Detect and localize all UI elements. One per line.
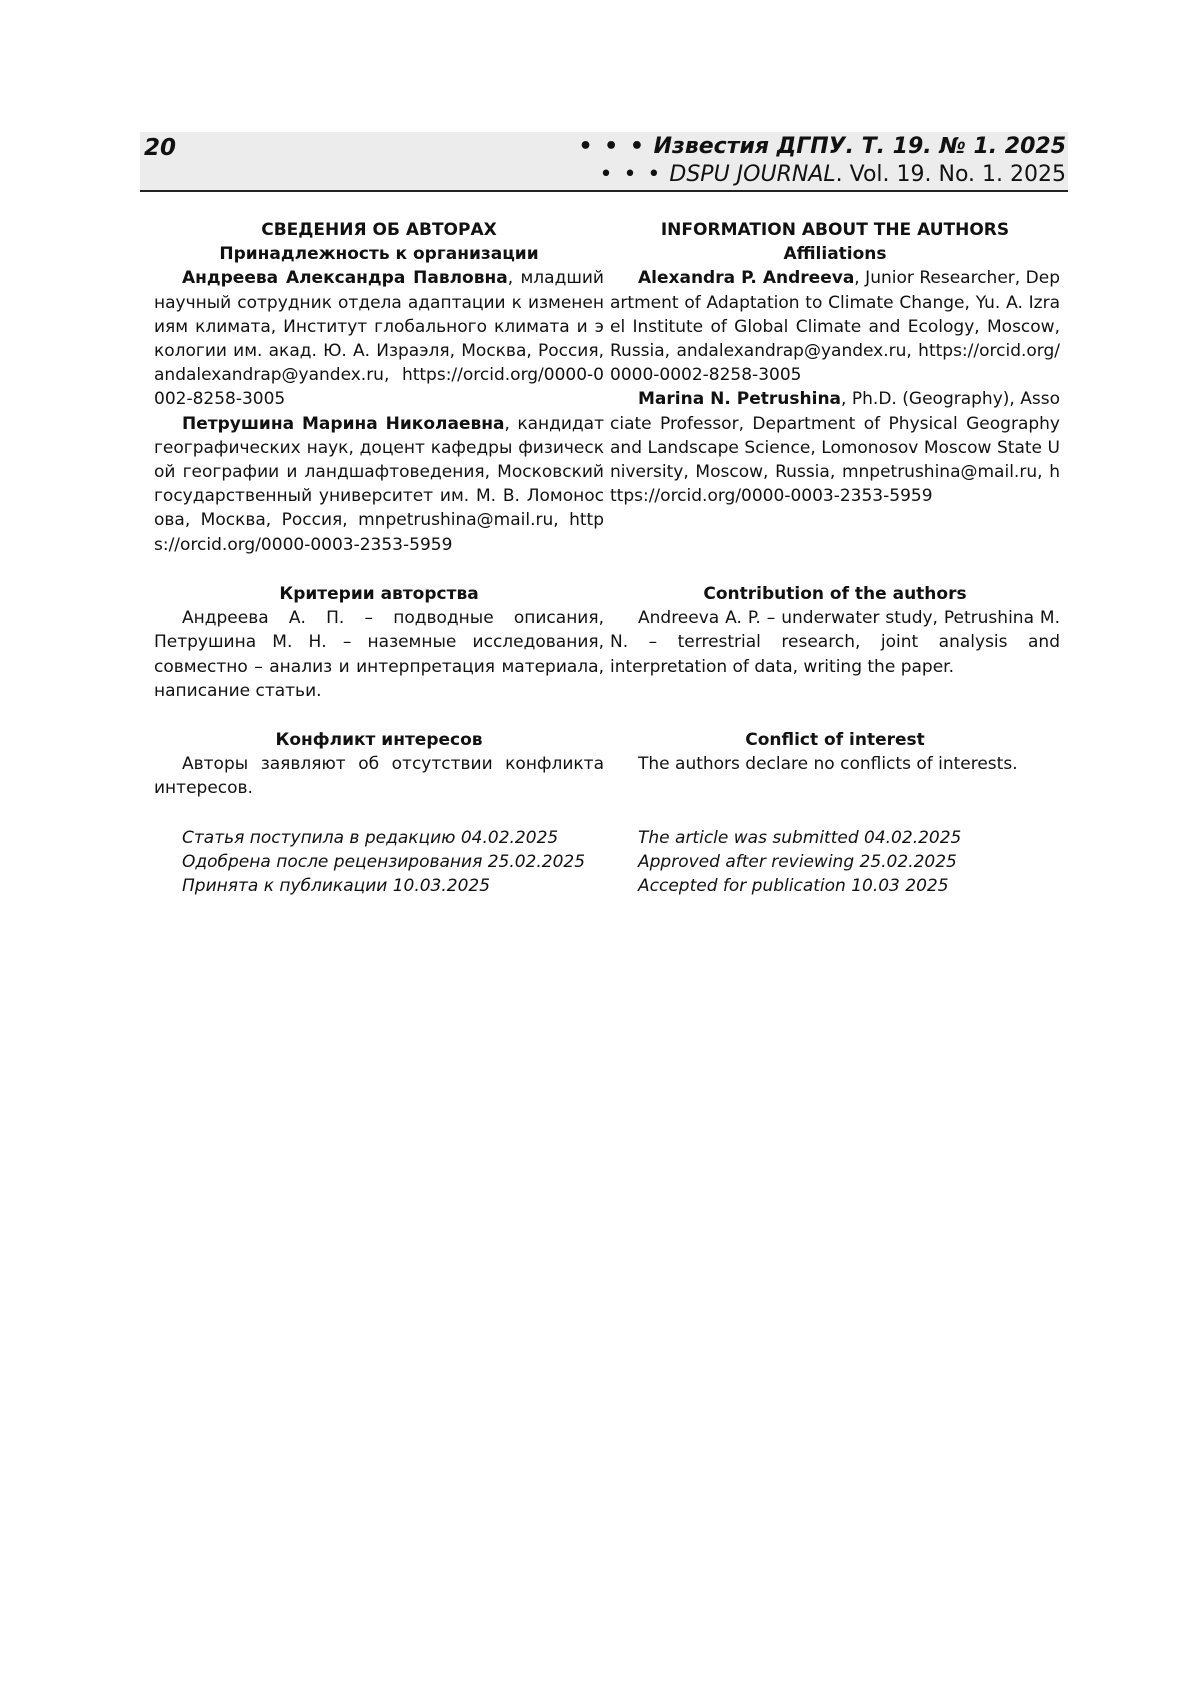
- authors-heading-en: INFORMATION ABOUT THE AUTHORS: [610, 218, 1060, 242]
- author2-details-en: , Ph.D. (Geography), Associate Professor, Department of Physical Geography and Landscape Science, Lomonosov Moscow State University, Moscow, Russia, mnpetrushina@mail.ru, https://orcid.org/0000-0003-2353-5959: [610, 389, 1060, 506]
- page-number: 20: [144, 135, 176, 161]
- approved-date-en: Approved after reviewing 25.02.2025: [638, 850, 1088, 874]
- approved-date-ru: Одобрена после рецензирования 25.02.2025: [182, 850, 632, 874]
- running-header: [140, 132, 1068, 192]
- journal-title-ru: [578, 134, 1066, 159]
- criteria-heading-en: Contribution of the authors: [610, 582, 1060, 606]
- criteria-section-en: [610, 582, 1060, 679]
- conflict-section-en: [610, 728, 1060, 776]
- header-dots-ru: • • •: [578, 134, 646, 159]
- accepted-date-en: Accepted for publication 10.03 2025: [638, 874, 1088, 898]
- authors-heading-ru: СВЕДЕНИЯ ОБ АВТОРАХ: [154, 218, 604, 242]
- received-date-en: The article was submitted 04.02.2025: [638, 826, 1088, 850]
- journal-volume-en: . Vol. 19. No. 1. 2025: [836, 162, 1066, 187]
- dates-en: [610, 826, 1088, 899]
- conflict-text-ru: Авторы заявляют об отсутствии конфликта интересов.: [154, 752, 604, 800]
- author2-name-ru: Петрушина Марина Николаевна: [182, 414, 504, 434]
- author1-details-en: , Junior Researcher, Department of Adaptation to Climate Change, Yu. A. Izrael Institute of Global Climate and Ecology, Moscow, Russia, andalexandrap@yandex.ru, https://orcid.org/0000-0002-8258-3005: [610, 268, 1060, 385]
- journal-title-ru-text: Известия ДГПУ. Т. 19. № 1. 2025: [654, 134, 1066, 159]
- author1-details-ru: , младший научный сотрудник отдела адаптации к изменениям климата, Институт глобального климата и экологии им. акад. Ю. А. Израэля, Москва, Россия, andalexandrap@yandex.ru, https://orcid.org/0000-0002-8258-3005: [154, 268, 604, 409]
- criteria-section-ru: [154, 582, 604, 703]
- author1-name-en: Alexandra P. Andreeva: [638, 268, 854, 288]
- author2-info-en: [610, 387, 1060, 508]
- conflict-section-ru: [154, 728, 604, 801]
- criteria-heading-ru: Критерии авторства: [154, 582, 604, 606]
- author1-info-ru: [154, 266, 604, 411]
- journal-name-en: DSPU JOURNAL: [669, 162, 835, 187]
- conflict-heading-en: Conflict of interest: [610, 728, 1060, 752]
- header-dots-en: • • •: [599, 162, 662, 187]
- author2-name-en: Marina N. Petrushina: [638, 389, 841, 409]
- author1-name-ru: Андреева Александра Павловна: [182, 268, 508, 288]
- conflict-text-en: The authors declare no conflicts of interests.: [610, 752, 1060, 776]
- affiliation-heading-ru: Принадлежность к организации: [154, 242, 604, 266]
- received-date-ru: Статья поступила в редакцию 04.02.2025: [182, 826, 632, 850]
- journal-title-en: [599, 162, 1066, 187]
- author2-details-ru: , кандидат географических наук, доцент кафедры физической географии и ландшафтоведения, Московский государственный университет им. М. В. Ломоносова, Москва, Россия, mnpetrushina@mail.ru, https://orcid.org/0000-0003-2353-5959: [154, 414, 604, 555]
- dates-ru: [154, 826, 632, 899]
- criteria-text-en: Andreeva A. P. – underwater study, Petrushina M. N. – terrestrial research, joint analysis and interpretation of data, writing the paper.: [610, 606, 1060, 679]
- author1-info-en: [610, 266, 1060, 387]
- authors-section-en: [610, 218, 1060, 508]
- authors-section-ru: [154, 218, 604, 557]
- affiliation-heading-en: Affiliations: [610, 242, 1060, 266]
- author2-info-ru: [154, 412, 604, 557]
- conflict-heading-ru: Конфликт интересов: [154, 728, 604, 752]
- criteria-text-ru: Андреева А. П. – подводные описания, Петрушина М. Н. – наземные исследования, совместно – анализ и интерпретация материала, написание статьи.: [154, 606, 604, 703]
- accepted-date-ru: Принята к публикации 10.03.2025: [182, 874, 632, 898]
